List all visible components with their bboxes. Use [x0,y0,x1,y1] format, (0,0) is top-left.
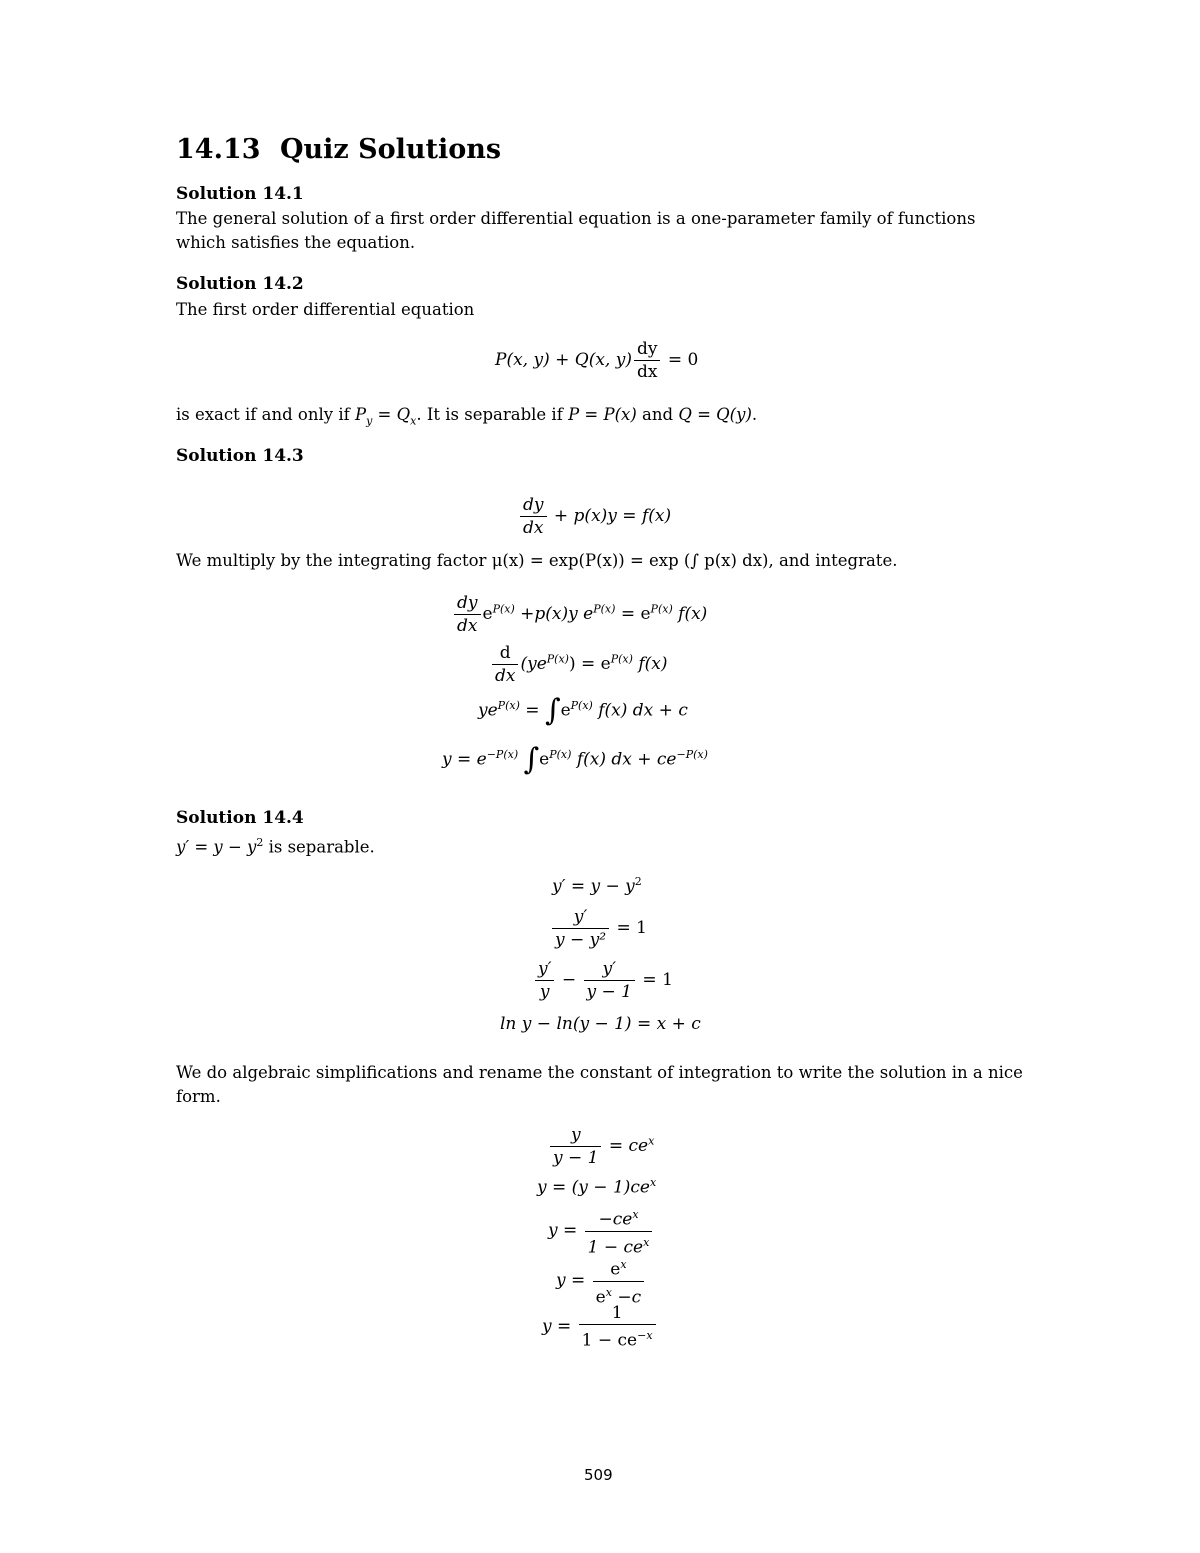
solution-3-line-2 [490,642,668,687]
page-number: 509 [584,1466,613,1484]
text-fragment: . It is separable if [416,405,563,424]
math-superscript: P(x) [546,652,569,666]
solution-4-step-2 [550,906,647,951]
solution-2-intro: The first order differential equation [176,300,475,319]
math-fragment: f(x) [632,654,668,674]
fraction [520,494,547,539]
math-fragment: −c [611,1287,642,1308]
solution-2-equation [495,338,698,383]
text-fragment: is exact if and only if [176,405,350,424]
solution-2-heading: Solution 14.2 [176,274,304,294]
section-number: 14.13 [176,134,261,165]
fraction [579,1302,656,1352]
math-fragment: f(x) dx + c [592,700,688,721]
math-fragment: y = (y − 1)ce [537,1177,650,1198]
solution-1-heading: Solution 14.1 [176,184,304,204]
math-fragment: (ye [520,654,547,674]
math-fragment: y = [548,1220,578,1241]
math-superscript: P(x) [497,698,520,712]
math-superscript: 2 [256,836,264,849]
fraction-numerator: y [550,1124,601,1147]
fraction [585,1204,653,1258]
fraction-numerator: dy [454,592,481,615]
math-fragment: = ce [608,1136,649,1156]
text-fragment: = [377,405,392,424]
solution-3-line-1 [452,592,707,637]
math-superscript: x [648,1134,655,1148]
fraction-denominator: y − y² [555,930,607,950]
math-superscript: P(x) [492,602,515,616]
math-fragment: e [560,700,571,721]
text-fragment: . [751,405,758,424]
math-superscript: −P(x) [486,747,519,761]
fraction-denominator: y − 1 [586,982,633,1002]
math-fragment: e [482,604,493,624]
math-fragment: ) = e [568,654,611,674]
math-fragment: y = [542,1316,572,1337]
math-superscript: P(x) [549,747,572,761]
math-fragment: y′ = y − y [176,837,257,857]
math-fragment: Q = Q(y) [678,405,752,424]
integral-sign: ∫ [523,742,540,777]
fraction-denominator: e [595,1287,606,1308]
math-fragment: = [519,700,545,721]
solution-3-equation [518,494,671,539]
math-superscript: x [605,1285,612,1299]
math-fragment: Q [396,405,411,424]
solution-4-final-2 [537,1176,656,1198]
fraction-numerator: y′ [535,958,554,981]
math-fragment: P [354,405,367,424]
math-fragment: = 1 [642,970,673,990]
fraction [634,338,661,383]
fraction-numerator: dy [634,338,661,361]
solution-4-final-1 [548,1124,654,1169]
eq-rest: + p(x)y = f(x) [553,506,672,526]
fraction-numerator: e [610,1259,621,1280]
solution-4-final-4 [556,1254,646,1308]
math-fragment: f(x) dx + ce [571,749,677,770]
section-title [176,134,501,165]
math-fragment: y = [556,1270,586,1291]
fraction-denominator: dx [495,666,516,686]
fraction [535,958,554,1003]
solution-2-after [176,403,757,433]
solution-4-final-5 [542,1302,658,1352]
fraction-numerator: −ce [598,1209,633,1230]
solution-3-line-3 [478,693,688,728]
math-fragment: y = e [442,749,487,770]
math-fragment: ln y − ln(y − 1) = x + c [500,1014,701,1034]
fraction-denominator: dx [523,518,544,538]
fraction-numerator: dy [520,494,547,517]
solution-3-heading: Solution 14.3 [176,446,304,466]
solution-4-step-1 [552,875,642,897]
solution-1-text: The general solution of a first order differential equation is a one-parameter family of functions which satisfies the equation. [176,209,976,252]
fraction [550,1124,601,1169]
section-title-text: Quiz Solutions [280,134,502,165]
fraction-denominator: y − 1 [553,1148,599,1168]
math-superscript: P(x) [570,698,593,712]
fraction-denominator: 1 − ce [581,1330,638,1351]
solution-3-line-4 [442,742,708,777]
fraction-numerator: d [492,642,518,665]
math-superscript: x [620,1258,627,1271]
math-superscript: P(x) [610,652,633,666]
solution-4-final-3 [548,1204,654,1258]
solution-4-heading: Solution 14.4 [176,808,304,828]
solution-4-simplify-text: We do algebraic simplifications and rename the constant of integration to write the solution in a nice form. [176,1063,1023,1106]
math-superscript: P(x) [593,602,616,616]
fraction-denominator: dx [457,616,478,636]
math-superscript: P(x) [650,602,673,616]
fraction [552,906,609,951]
integral-sign: ∫ [544,693,561,728]
text-fragment: and [642,405,674,424]
math-fragment: e [539,749,550,770]
math-fragment: = e [615,604,651,624]
math-fragment: ye [478,700,498,721]
math-fragment: f(x) [672,604,708,624]
fraction-numerator: y′ [584,958,635,981]
text-fragment: is separable. [263,837,375,857]
math-superscript: x [649,1176,657,1189]
fraction-numerator: 1 [579,1302,656,1325]
fraction [492,642,518,687]
math-fragment: = 1 [616,918,647,938]
solution-4-step-4 [500,1014,701,1034]
math-fragment: − [561,970,577,990]
eq-left: P(x, y) + Q(x, y) [495,350,632,370]
math-superscript: −P(x) [676,747,708,761]
math-fragment: +p(x)y e [514,604,594,624]
fraction-denominator: y [539,982,550,1002]
fraction [584,958,635,1003]
math-superscript: 2 [634,875,642,888]
solution-4-step-3 [533,958,673,1003]
eq-right: = 0 [667,350,699,370]
math-superscript: −x [637,1329,653,1342]
fraction-denominator: dx [636,362,658,382]
math-subscript: y [366,414,373,428]
solution-3-multiply-text: We multiply by the integrating factor μ(x) = exp(P(x)) = exp (∫ p(x) dx), and integrate. [176,551,898,570]
fraction-denominator: 1 − ce [587,1237,644,1258]
fraction [454,592,481,637]
math-subscript: x [410,414,417,428]
fraction-numerator: y′ [552,906,609,929]
math-superscript: x [632,1208,639,1221]
math-superscript: x [643,1235,650,1249]
fraction [593,1254,644,1308]
solution-4-intro [176,831,375,860]
math-fragment: y′ = y − y [552,876,635,897]
math-fragment: P = P(x) [568,405,637,424]
